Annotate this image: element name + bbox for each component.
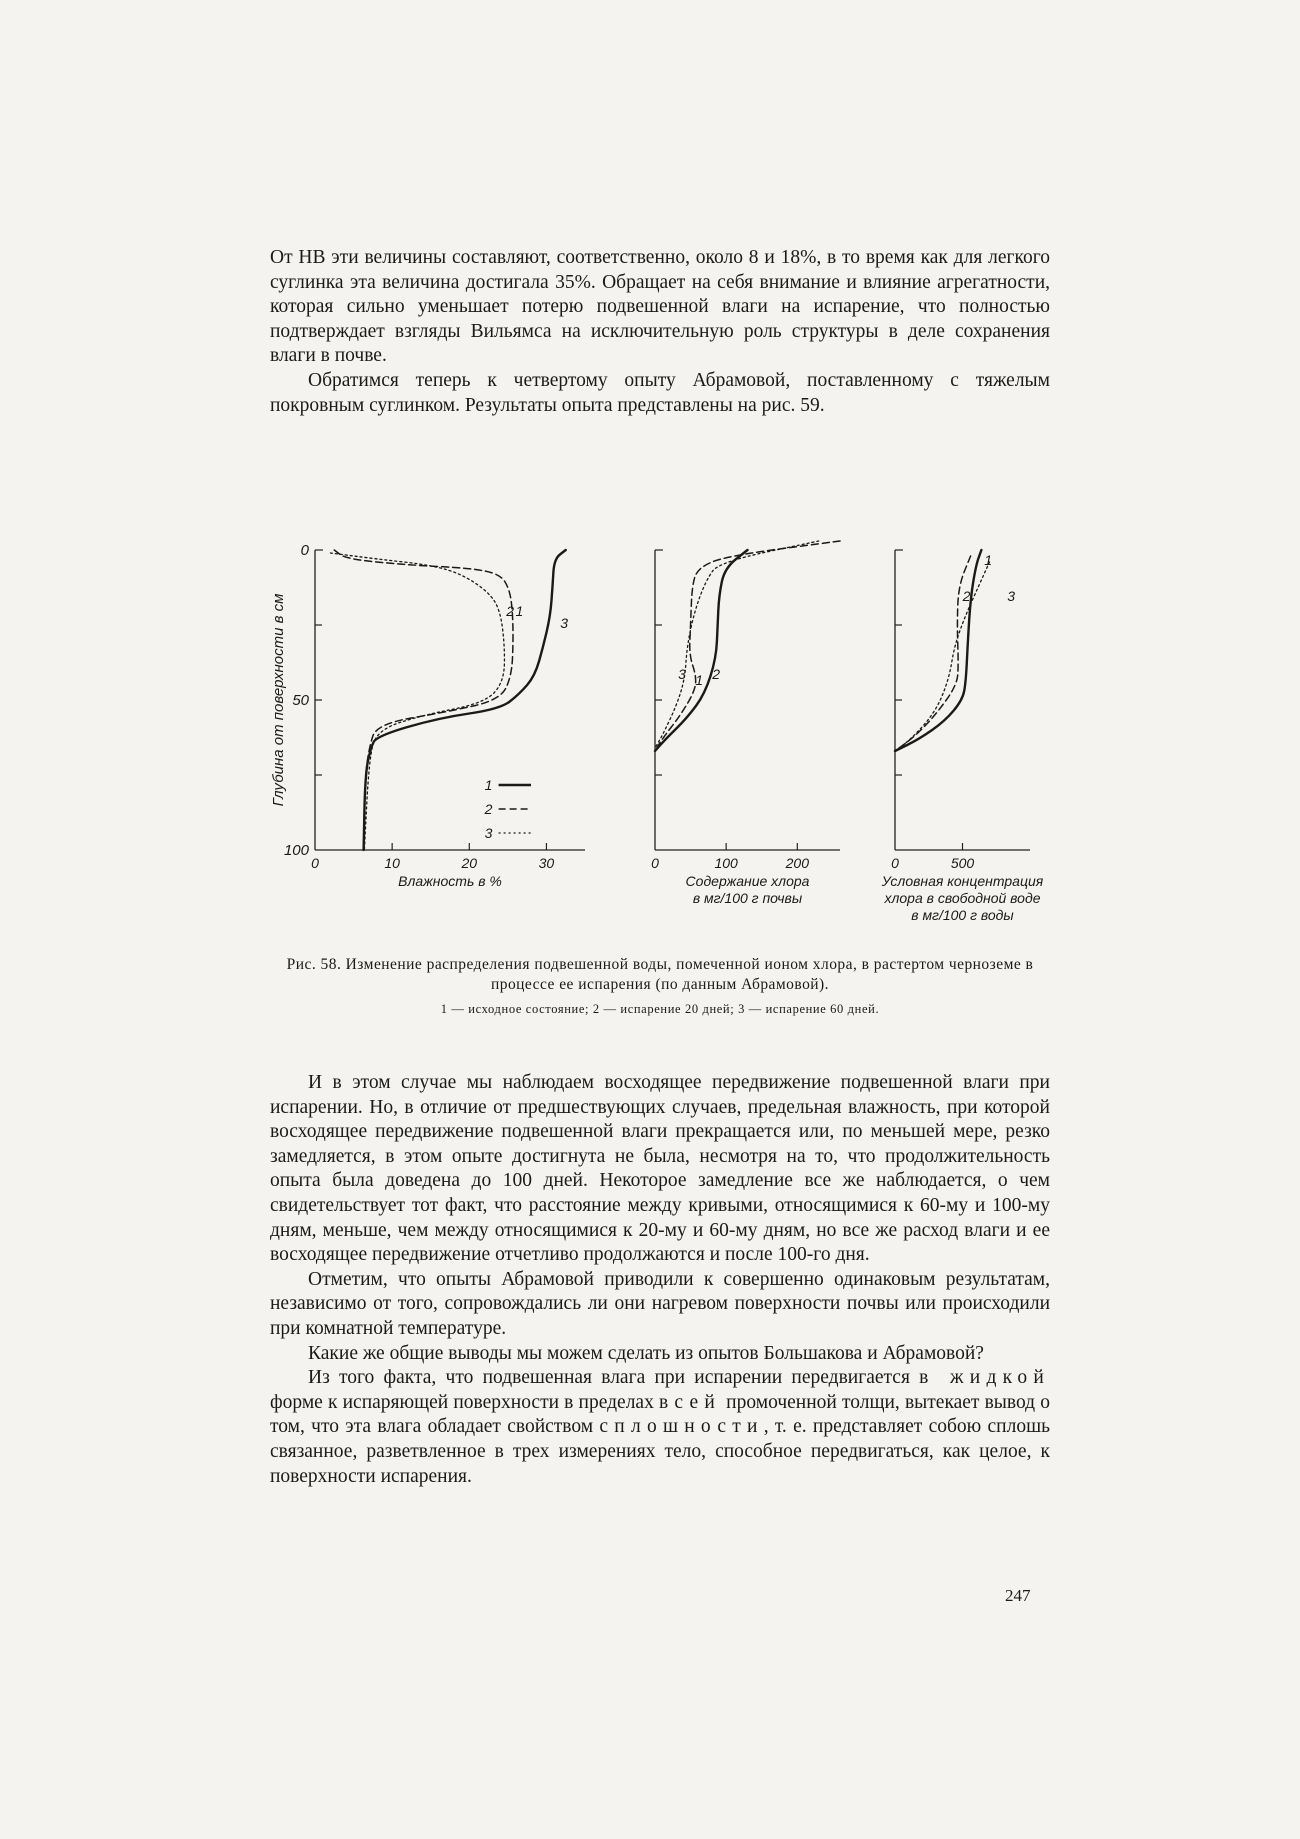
spaced-text: всей xyxy=(658,1391,722,1413)
x-tick-label: 20 xyxy=(461,855,478,871)
curve-label: 3 xyxy=(1007,588,1015,604)
series-1-line xyxy=(364,550,569,850)
x-tick-label: 200 xyxy=(785,855,809,871)
paragraph: Какие же общие выводы мы можем сделать из опытов Большакова и Абрамовой? xyxy=(308,1342,984,1364)
curve-label: 2 xyxy=(506,603,515,619)
x-tick-label: 0 xyxy=(891,855,899,871)
curve-label: 1 xyxy=(695,672,704,688)
x-tick-label: 10 xyxy=(384,855,400,871)
x-axis-label: Условная концентрация xyxy=(881,873,1044,889)
legend-label: 3 xyxy=(484,825,493,841)
spaced-text: сплошности xyxy=(599,1416,764,1438)
page-number: 247 xyxy=(1005,1586,1031,1605)
caption-legend: 1 — исходное состояние; 2 — испарение 20 дней; 3 — испарение 60 дней. xyxy=(440,1002,880,1016)
y-tick-label: 100 xyxy=(283,842,309,859)
paragraph xyxy=(270,1366,1050,1489)
spaced-text: в жидкой xyxy=(919,1367,1050,1389)
paragraph: И в этом случае мы наблюдаем восходящее передвижение подвешенной влаги при испарении. Но, в отличие от предшествующих случаев, предельная влажность, при которой восходящее передвижение подвешенной влаги прекращается или, по меньшей мере, резко замедляется, в этом опыте достигнута не была, несмотря на то, что продолжительность опыта была доведена до 100 дней. Некоторое замедление все же наблюдается, о чем свидетельствует тот факт, что расстояние между кривыми, относящимися к 60-му и 100-му дням, меньше, чем между относящимися к 20-му и 60-му дням, но все же расход влаги и ее восходящее передвижение отчетливо продолжаются и после 100-го дня. xyxy=(270,1072,1050,1266)
text-run: , т. е. представляет собою сплошь связанное, разветвленное в трех измерениях тело, способное передвигаться, как целое, к поверхности испарения. xyxy=(270,1416,1050,1487)
curve-label: 3 xyxy=(560,615,569,631)
paragraph: Обратимся теперь к четвертому опыту Абрамовой, поставленному с тяжелым покровным суглинком. Результаты опыта представлены на рис. 59. xyxy=(270,369,1050,416)
y-axis-label: Глубина от поверхности в см xyxy=(270,593,287,807)
y-tick-label: 0 xyxy=(300,542,309,559)
top-text xyxy=(270,246,1050,418)
legend-label: 1 xyxy=(484,777,493,793)
series-2-line xyxy=(895,556,971,751)
body-text xyxy=(270,1071,1050,1489)
text-run: форме к испаряющей поверхности в пределах xyxy=(270,1391,659,1413)
x-axis-label: Влажность в % xyxy=(398,873,502,889)
text-run: промоченной толщи, вытекает вывод о том, что эта влага обладает свойством xyxy=(270,1391,1050,1438)
x-tick-label: 30 xyxy=(538,855,555,871)
paragraph: Отметим, что опыты Абрамовой приводили к совершенно одинаковым результатам, независимо от того, сопровождались ли они нагревом поверхности почвы или происходили при комнатной температуре. xyxy=(270,1268,1050,1339)
curve-label: 1 xyxy=(515,603,524,619)
paragraph: От НВ эти величины составляют, соответственно, около 8 и 18%, в то время как для легкого суглинка эта величина достигала 35%. Обращает на себя внимание и влияние агрегатности, которая сильно уменьшает потерю подвешенной влаги на испарение, что полностью подтверждает взгляды Вильямса на исключительную роль структуры в деле сохранения влаги в почве. xyxy=(270,247,1050,367)
series-1-line xyxy=(895,550,981,751)
curve-label: 2 xyxy=(712,666,721,682)
x-axis-label: в мг/100 г почвы xyxy=(692,890,803,906)
caption-title: Рис. 58. Изменение распределения подвешенной воды, помеченной ионом хлора, в растертом черноземе в процессе ее испарения (по данным Абрамовой). xyxy=(286,956,1034,993)
x-axis-label: Содержание хлора xyxy=(685,873,810,889)
x-tick-label: 100 xyxy=(714,855,738,871)
legend-label: 2 xyxy=(484,801,493,817)
x-tick-label: 0 xyxy=(311,855,319,871)
x-axis-label: хлора в свободной воде xyxy=(884,890,1041,906)
curve-label: 3 xyxy=(678,666,686,682)
curve-label: 2 xyxy=(962,588,971,604)
series-2-line xyxy=(655,541,840,751)
figure-caption xyxy=(270,955,1050,1019)
figure-chart xyxy=(255,520,1045,950)
x-axis-label: в мг/100 г воды xyxy=(911,907,1014,923)
text-run: Из того факта, что подвешенная влага при испарении передвигается xyxy=(308,1367,920,1389)
y-tick-label: 50 xyxy=(292,692,309,709)
series-1-line xyxy=(655,550,748,751)
curve-label: 1 xyxy=(984,552,993,568)
x-tick-label: 0 xyxy=(651,855,659,871)
x-tick-label: 500 xyxy=(950,855,975,871)
series-3-line xyxy=(330,553,504,850)
